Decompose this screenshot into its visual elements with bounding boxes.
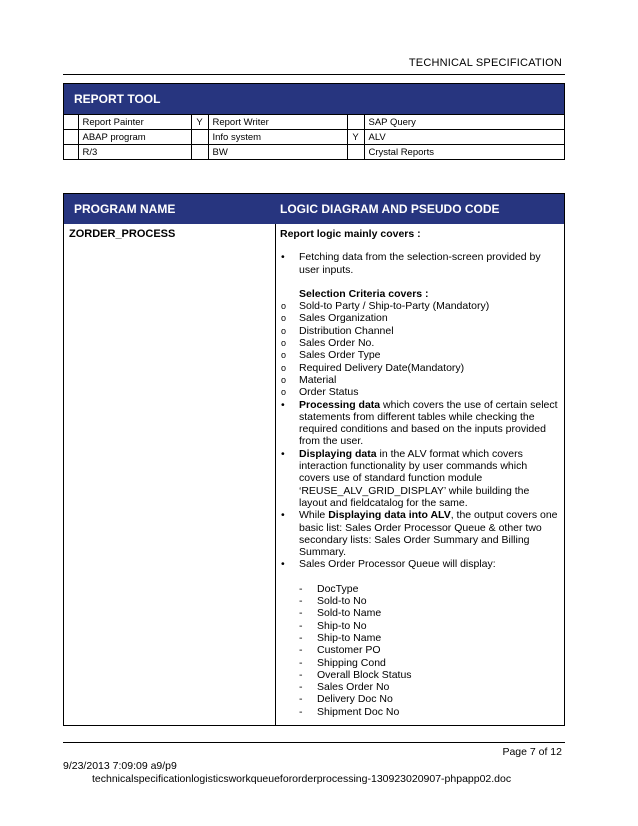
report-tool-flag — [347, 115, 364, 130]
selection-item: o Required Delivery Date(Mandatory) — [281, 361, 465, 374]
report-tool-label: BW — [208, 145, 347, 160]
selection-item-text: Sales Organization — [299, 312, 388, 325]
queue-field-item: - Sales Order No — [299, 681, 390, 694]
queue-field-text: Delivery Doc No — [317, 693, 393, 706]
selection-item-text: Order Status — [299, 386, 359, 399]
footer-date: 9/23/2013 7:09:09 a9/p9 — [63, 760, 177, 772]
program-name-heading: PROGRAM NAME — [74, 202, 176, 216]
logic-title: Report logic mainly covers : — [280, 228, 421, 240]
queue-field-item: - Sold-to No — [299, 595, 367, 608]
selection-item: o Sales Organization — [281, 312, 388, 325]
selection-item-text: Material — [299, 373, 337, 386]
displaying-bullet: • Displaying data in the ALV format which covers interaction functionality by user commands which covers use of standard function module ‘REUSE_ALV_GRID_DISPLAY’ while building the layout and fieldcatalog for the same. — [281, 447, 530, 509]
header-rule — [63, 74, 565, 75]
fetch-text: Fetching data from the selection-screen provided by user inputs. — [299, 251, 541, 276]
selection-item-text: Sales Order No. — [299, 337, 375, 350]
queue-field-list — [280, 583, 560, 718]
report-tool-label: SAP Query — [364, 115, 564, 130]
page-number: Page 7 of 12 — [502, 746, 562, 758]
report-tool-spacer-cell — [64, 145, 78, 160]
program-table-header — [64, 194, 564, 224]
report-tool-label: ALV — [364, 130, 564, 145]
selection-item: o Distribution Channel — [281, 324, 394, 337]
queue-field-text: Ship-to No — [317, 619, 367, 632]
report-tool-label: R/3 — [78, 145, 191, 160]
queue-field-text: Sold-to No — [317, 595, 367, 608]
report-tool-flag — [191, 130, 208, 145]
queue-field-item: - Shipment Doc No — [299, 705, 400, 718]
report-tool-row — [64, 145, 564, 160]
selection-list — [280, 300, 560, 398]
fetch-bullet: • Fetching data from the selection-screen provided by user inputs. — [281, 251, 541, 276]
footer-filename: technicalspecificationlogisticsworkqueuefororderprocessing-130923020907-phpapp02.doc — [92, 773, 512, 785]
queue-field-item: - Customer PO — [299, 644, 381, 657]
queue-field-item: - DocType — [299, 582, 359, 595]
queue-field-text: Overall Block Status — [317, 668, 412, 681]
report-tool-label: Report Painter — [78, 115, 191, 130]
queue-field-text: Sold-to Name — [317, 607, 382, 620]
report-tool-label: Info system — [208, 130, 347, 145]
report-tool-heading: REPORT TOOL — [64, 84, 564, 114]
report-tool-label: Report Writer — [208, 115, 347, 130]
queue-field-item: - Sold-to Name — [299, 607, 382, 620]
footer-rule — [63, 742, 565, 743]
document-title: TECHNICAL SPECIFICATION — [408, 57, 562, 69]
queue-field-item: - Ship-to No — [299, 619, 367, 632]
queue-bullet: • Sales Order Processor Queue will display: — [281, 558, 496, 571]
report-tool-flag: Y — [191, 115, 208, 130]
program-table — [63, 193, 565, 726]
displaying-bold: Displaying data — [299, 447, 377, 460]
selection-item: o Sold-to Party / Ship-to-Party (Mandatory) — [281, 300, 490, 313]
queue-field-text: Sales Order No — [317, 681, 390, 694]
selection-item: o Material — [281, 373, 337, 386]
while-text: , the output covers one basic list: Sales Order Processor Queue & other two secondary lists: Sales Order Summary and Billing Summary. — [299, 509, 558, 559]
while-bullet: • While Displaying data into ALV, the output covers one basic list: Sales Order Processor Queue & other two secondary lists: Sales Order Summary and Billing Summary. — [281, 509, 558, 559]
report-tool-label: Crystal Reports — [364, 145, 564, 160]
selection-item: o Sales Order Type — [281, 349, 381, 362]
logic-description — [280, 228, 560, 718]
selection-item-text: Distribution Channel — [299, 324, 394, 337]
queue-field-text: Ship-to Name — [317, 631, 382, 644]
processing-bold: Processing data — [299, 398, 381, 411]
displaying-text: in the ALV format which covers interaction functionality by user commands which covers use of standard function module ‘REUSE_ALV_GRID_DISPLAY’ while building the layout and fieldcatalog for the same. — [299, 447, 530, 509]
queue-field-item: - Ship-to Name — [299, 631, 382, 644]
report-tool-flag — [347, 145, 364, 160]
logic-heading: LOGIC DIAGRAM AND PSEUDO CODE — [280, 202, 500, 216]
program-name: ZORDER_PROCESS — [69, 228, 176, 240]
report-tool-flag — [191, 145, 208, 160]
selection-item-text: Sales Order Type — [299, 349, 381, 362]
report-tool-spacer-cell — [64, 130, 78, 145]
queue-field-text: Shipping Cond — [317, 656, 386, 669]
queue-field-text: DocType — [317, 582, 359, 595]
selection-title: Selection Criteria covers : — [299, 287, 429, 300]
report-tool-row — [64, 115, 564, 130]
queue-field-item: - Overall Block Status — [299, 668, 412, 681]
report-tool-spacer-cell — [64, 115, 78, 130]
report-tool-table — [63, 83, 565, 160]
queue-field-item: - Delivery Doc No — [299, 693, 393, 706]
report-tool-label: ABAP program — [78, 130, 191, 145]
selection-item: o Sales Order No. — [281, 337, 375, 350]
processing-text: which covers the use of certain select statements from different tables while checking the required conditions and based on the inputs provided from the user. — [299, 398, 558, 448]
processing-bullet: • Processing data which covers the use of certain select statements from different tables while checking the required conditions and based on the inputs provided from the user. — [281, 398, 558, 448]
report-tool-flag: Y — [347, 130, 364, 145]
while-prefix: While — [299, 509, 329, 522]
queue-field-text: Shipment Doc No — [317, 705, 400, 718]
selection-item: o Order Status — [281, 386, 359, 399]
column-divider — [275, 224, 276, 725]
while-bold: Displaying data into ALV — [328, 509, 451, 522]
queue-text: Sales Order Processor Queue will display: — [299, 558, 496, 571]
selection-item-text: Required Delivery Date(Mandatory) — [299, 361, 465, 374]
selection-item-text: Sold-to Party / Ship-to-Party (Mandatory) — [299, 300, 490, 313]
queue-field-item: - Shipping Cond — [299, 656, 386, 669]
queue-field-text: Customer PO — [317, 644, 381, 657]
report-tool-row — [64, 130, 564, 145]
report-tool-grid — [64, 114, 564, 159]
